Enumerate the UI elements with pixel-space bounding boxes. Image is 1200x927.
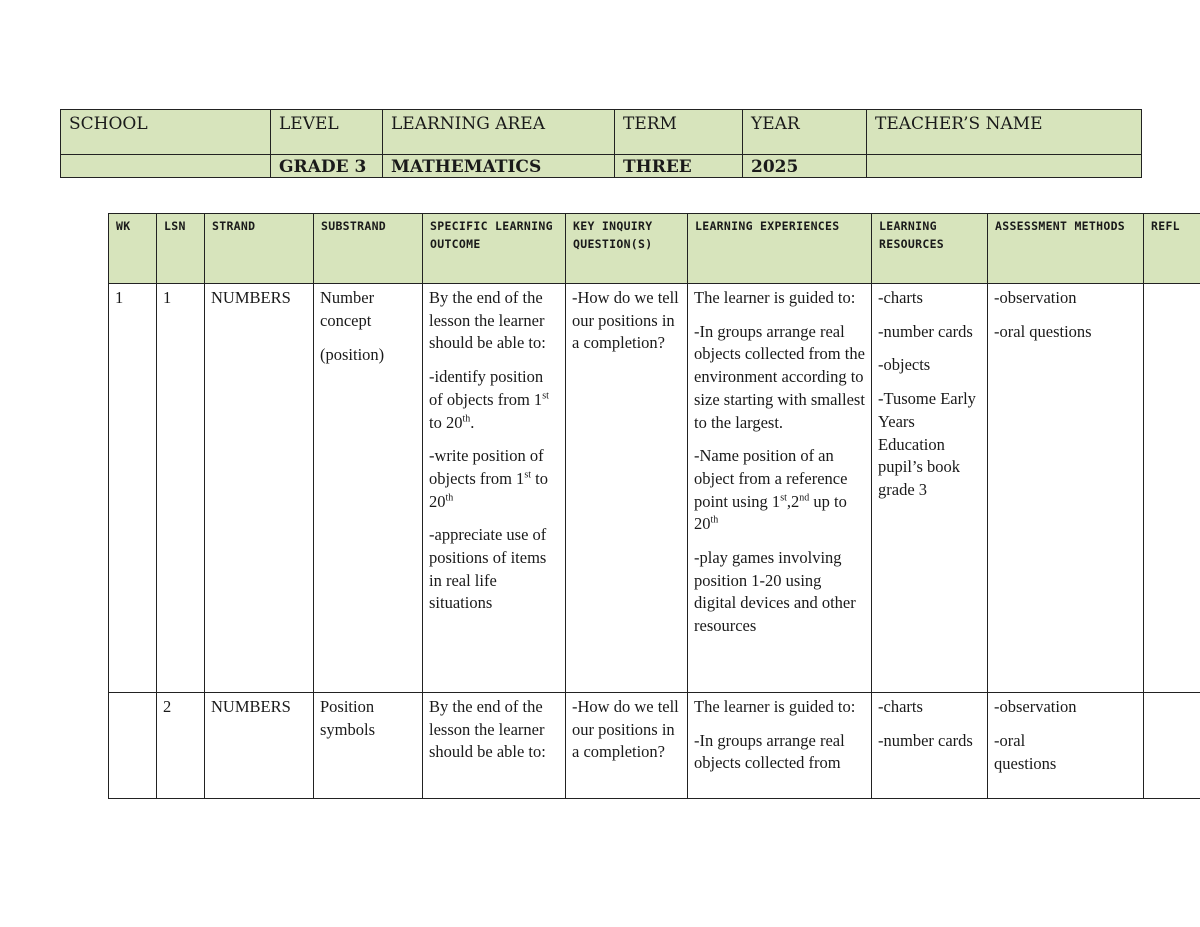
experience-paragraph: -play games involving position 1-20 using digital devices and other resources	[694, 548, 856, 636]
cell-refl	[1144, 693, 1200, 799]
cell-specific-learning-outcome	[423, 284, 566, 693]
header-label-learning-area: LEARNING AREA	[383, 110, 615, 155]
header-value-year: 2025	[743, 155, 867, 178]
header-labels-row	[61, 110, 1142, 155]
resource-item: -objects	[878, 355, 931, 375]
resource-item: -number cards	[878, 730, 973, 750]
cell-refl	[1144, 284, 1200, 693]
experience-paragraph: -Name position of an object from a reference point using 1st,2nd up to 20th	[694, 446, 848, 534]
assessment-item: -oral	[994, 730, 1026, 750]
cell-key-inquiry-question: -How do we tell our positions in a completion?	[566, 284, 688, 693]
header-value-level: GRADE 3	[271, 155, 383, 178]
col-header-substrand: SUBSTRAND	[314, 214, 423, 284]
outcome-intro: By the end of the lesson the learner should be able to:	[429, 288, 546, 353]
resource-item: -charts	[878, 697, 923, 716]
resource-item: -number cards	[878, 321, 973, 341]
resource-item: -Tusome Early Years Education pupil’s book grade 3	[878, 389, 976, 499]
cell-learning-resources	[872, 284, 988, 693]
header-label-year: YEAR	[743, 110, 867, 155]
header-value-learning-area: MATHEMATICS	[383, 155, 615, 178]
header-values-row	[61, 155, 1142, 178]
table-row	[109, 284, 1200, 693]
col-header-assessment-methods: ASSESSMENT METHODS	[988, 214, 1144, 284]
resource-item: -charts	[878, 288, 923, 307]
cell-strand: NUMBERS	[205, 693, 314, 799]
scheme-of-work-table	[108, 213, 1200, 799]
outcome-item: -identify position of objects from 1st to 20th.	[429, 367, 549, 432]
cell-learning-experiences	[688, 693, 872, 799]
assessment-item: -observation	[994, 288, 1077, 307]
header-label-school: SCHOOL	[61, 110, 271, 155]
col-header-strand: STRAND	[205, 214, 314, 284]
substrand-line: (position)	[320, 345, 385, 365]
col-header-lsn: LSN	[157, 214, 205, 284]
assessment-item: questions	[994, 754, 1057, 774]
experience-paragraph: -In groups arrange real objects collected from the environment according to size starting with smallest to the largest.	[694, 321, 865, 432]
outcome-item: -write position of objects from 1st to 20th	[429, 446, 548, 511]
cell-lsn: 2	[157, 693, 205, 799]
header-value-term: THREE	[615, 155, 743, 178]
col-header-wk: WK	[109, 214, 157, 284]
col-header-specific-learning-outcome: SPECIFIC LEARNING OUTCOME	[423, 214, 566, 284]
experience-paragraph: -In groups arrange real objects collected from	[694, 730, 845, 773]
assessment-item: -oral questions	[994, 321, 1092, 341]
cell-lsn: 1	[157, 284, 205, 693]
cell-strand: NUMBERS	[205, 284, 314, 693]
cell-assessment-methods	[988, 284, 1144, 693]
assessment-item: -observation	[994, 697, 1077, 716]
header-label-level: LEVEL	[271, 110, 383, 155]
experience-paragraph: The learner is guided to:	[694, 288, 856, 307]
header-value-school	[61, 155, 271, 178]
cell-substrand	[314, 284, 423, 693]
cell-specific-learning-outcome	[423, 693, 566, 799]
cell-wk	[109, 693, 157, 799]
col-header-refl: REFL	[1144, 214, 1200, 284]
substrand-line: Number concept	[320, 288, 375, 330]
substrand-line: Position symbols	[320, 697, 376, 739]
header-table	[60, 109, 1142, 178]
outcome-item: -appreciate use of positions of items in real life situations	[429, 525, 547, 613]
cell-substrand	[314, 693, 423, 799]
cell-learning-experiences	[688, 284, 872, 693]
cell-wk: 1	[109, 284, 157, 693]
column-header-row	[109, 214, 1200, 284]
col-header-key-inquiry-questions: KEY INQUIRY QUESTION(S)	[566, 214, 688, 284]
header-label-teacher-name: TEACHER’S NAME	[867, 110, 1142, 155]
cell-key-inquiry-question: -How do we tell our positions in a completion?	[566, 693, 688, 799]
header-value-teacher-name	[867, 155, 1142, 178]
experience-paragraph: The learner is guided to:	[694, 697, 856, 716]
col-header-learning-resources: LEARNING RESOURCES	[872, 214, 988, 284]
col-header-learning-experiences: LEARNING EXPERIENCES	[688, 214, 872, 284]
cell-assessment-methods	[988, 693, 1144, 799]
cell-learning-resources	[872, 693, 988, 799]
table-row	[109, 693, 1200, 799]
outcome-intro: By the end of the lesson the learner should be able to:	[429, 697, 546, 762]
header-label-term: TERM	[615, 110, 743, 155]
